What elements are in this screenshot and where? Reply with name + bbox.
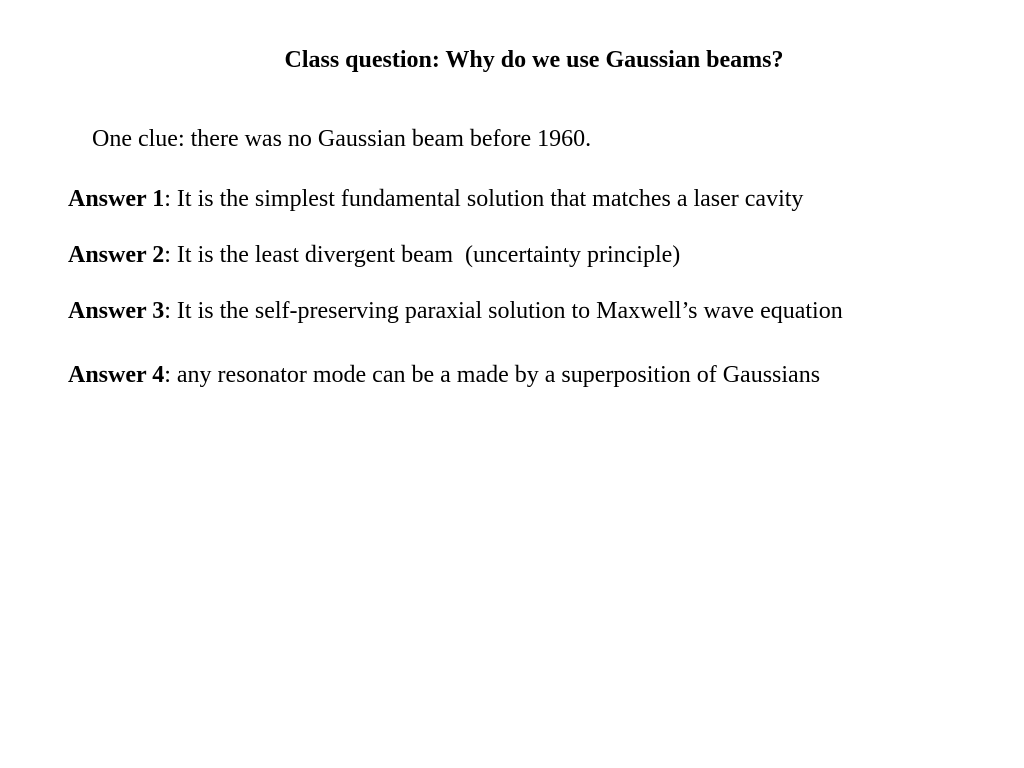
answer-3-text: : It is the self-preserving paraxial solution to Maxwell’s wave equation [164,298,843,324]
answer-1 [68,183,803,215]
answer-2-text: : It is the least divergent beam (uncertainty principle) [164,242,681,268]
answer-2 [68,239,680,271]
answer-1-label: Answer 1 [68,186,165,212]
answer-4-text: : any resonator mode can be a made by a superposition of Gaussians [164,362,821,388]
answer-4 [68,359,820,391]
answer-3 [68,295,843,327]
answer-4-label: Answer 4 [68,362,165,388]
clue-text: One clue: there was no Gaussian beam before 1960. [92,126,592,152]
slide-title: Class question: Why do we use Gaussian beams? [284,47,784,73]
answer-3-label: Answer 3 [68,298,165,324]
answer-1-text: : It is the simplest fundamental solution that matches a laser cavity [164,186,804,212]
answer-2-label: Answer 2 [68,242,165,268]
